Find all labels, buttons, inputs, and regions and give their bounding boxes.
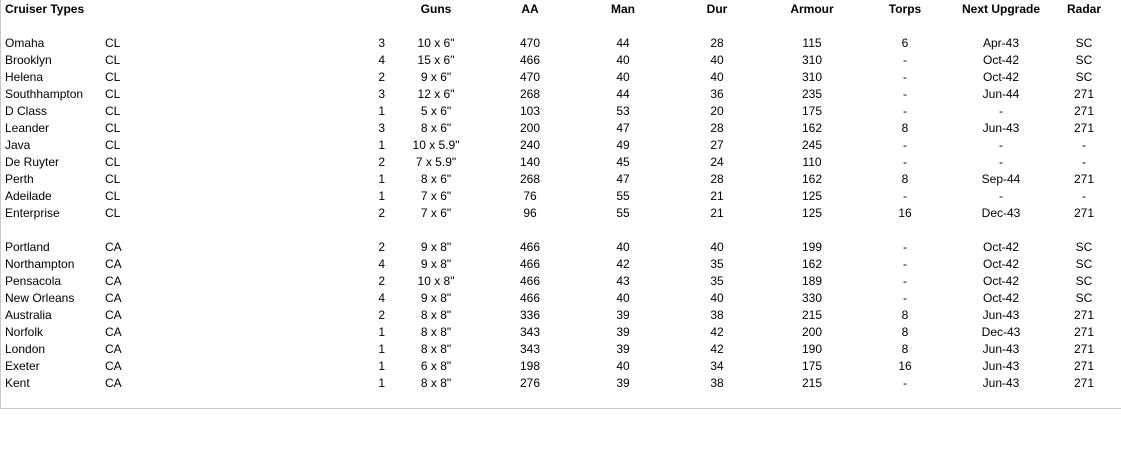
cell-torps: 8 (901, 308, 909, 322)
cell-man: 40 (616, 70, 630, 84)
col-header-next-upgrade: Next Upgrade (961, 2, 1041, 16)
cell-aa: 470 (519, 36, 541, 50)
cell-type: CL (105, 104, 121, 118)
table-row (1, 171, 1121, 188)
cell-type: CL (105, 70, 121, 84)
cell-armour: 245 (801, 138, 823, 152)
cell-dur: 28 (710, 121, 724, 135)
cell-man: 49 (616, 138, 630, 152)
cell-aa: 276 (519, 376, 541, 390)
cell-num: 2 (378, 240, 385, 254)
cell-armour: 330 (801, 291, 823, 305)
cell-type: CL (105, 155, 121, 169)
cell-radar: SC (1075, 53, 1093, 67)
cell-dur: 38 (710, 308, 724, 322)
cell-armour: 310 (801, 70, 823, 84)
cell-torps: - (903, 376, 907, 390)
cell-armour: 162 (801, 257, 823, 271)
cell-radar: 271 (1073, 359, 1095, 373)
table-row (1, 239, 1121, 256)
cell-guns: 9 x 8" (420, 257, 452, 271)
cell-radar: 271 (1073, 172, 1095, 186)
cell-dur: 20 (710, 104, 724, 118)
cell-type: CA (105, 274, 122, 288)
table-row (1, 205, 1121, 222)
cell-num: 1 (378, 138, 385, 152)
cell-name: Omaha (5, 36, 45, 50)
cell-name: Brooklyn (5, 53, 52, 67)
cell-upgrade: Oct-42 (982, 240, 1019, 254)
cell-radar: - (1082, 138, 1086, 152)
cell-man: 40 (616, 291, 630, 305)
cell-guns: 10 x 6" (417, 36, 455, 50)
cell-upgrade: Oct-42 (982, 291, 1019, 305)
cell-dur: 42 (710, 325, 724, 339)
cell-upgrade: Oct-42 (982, 274, 1019, 288)
cell-type: CA (105, 240, 122, 254)
cell-radar: 271 (1073, 87, 1095, 101)
cell-dur: 36 (710, 87, 724, 101)
cell-guns: 8 x 6" (420, 121, 452, 135)
cell-upgrade: Apr-43 (982, 36, 1020, 50)
cell-man: 44 (616, 36, 630, 50)
cell-type: CL (105, 121, 121, 135)
cell-torps: - (903, 87, 907, 101)
cell-dur: 24 (710, 155, 724, 169)
cell-name: Helena (5, 70, 44, 84)
table-row (1, 188, 1121, 205)
table-title: Cruiser Types (5, 2, 85, 16)
cell-dur: 28 (710, 36, 724, 50)
cell-guns: 8 x 6" (420, 172, 452, 186)
cell-upgrade: Oct-42 (982, 70, 1019, 84)
cell-radar: - (1082, 189, 1086, 203)
cell-guns: 10 x 5.9" (412, 138, 460, 152)
cell-dur: 21 (710, 206, 724, 220)
cell-name: London (5, 342, 46, 356)
cell-man: 53 (616, 104, 630, 118)
cell-aa: 466 (519, 53, 541, 67)
cell-torps: - (903, 189, 907, 203)
col-header-torps: Torps (888, 2, 922, 16)
cell-upgrade: - (999, 155, 1003, 169)
cell-upgrade: Jun-43 (982, 376, 1020, 390)
cell-man: 40 (616, 53, 630, 67)
cell-upgrade: Jun-44 (982, 87, 1020, 101)
cell-man: 39 (616, 376, 630, 390)
cell-aa: 343 (519, 325, 541, 339)
table-row (1, 324, 1121, 341)
cell-name: Norfolk (5, 325, 44, 339)
cell-upgrade: Jun-43 (982, 308, 1020, 322)
cell-name: Perth (5, 172, 34, 186)
cell-torps: - (903, 53, 907, 67)
cell-guns: 9 x 8" (420, 291, 452, 305)
cell-armour: 215 (801, 308, 823, 322)
cell-torps: 6 (901, 36, 909, 50)
cell-upgrade: Jun-43 (982, 342, 1020, 356)
table-row (1, 341, 1121, 358)
cell-torps: - (903, 155, 907, 169)
cell-num: 2 (378, 155, 385, 169)
cell-radar: SC (1075, 291, 1093, 305)
cell-guns: 5 x 6" (420, 104, 452, 118)
cell-upgrade: Sep-44 (981, 172, 1021, 186)
cell-name: Kent (5, 376, 30, 390)
cell-guns: 9 x 6" (420, 70, 452, 84)
cell-dur: 38 (710, 376, 724, 390)
cell-num: 1 (378, 104, 385, 118)
cell-aa: 198 (519, 359, 541, 373)
cell-upgrade: - (999, 138, 1003, 152)
table-row (1, 358, 1121, 375)
cell-aa: 466 (519, 240, 541, 254)
cell-num: 4 (378, 257, 385, 271)
table-row (1, 103, 1121, 120)
cell-armour: 235 (801, 87, 823, 101)
cell-armour: 215 (801, 376, 823, 390)
cell-dur: 21 (710, 189, 724, 203)
col-header-dur: Dur (706, 2, 728, 16)
cell-man: 47 (616, 172, 630, 186)
cell-name: Northampton (5, 257, 75, 271)
cell-aa: 336 (519, 308, 541, 322)
table-row (1, 307, 1121, 324)
cell-type: CA (105, 342, 122, 356)
cell-man: 42 (616, 257, 630, 271)
cell-radar: SC (1075, 70, 1093, 84)
col-header-armour: Armour (790, 2, 834, 16)
cell-aa: 466 (519, 274, 541, 288)
cell-aa: 200 (519, 121, 541, 135)
cell-man: 47 (616, 121, 630, 135)
cell-man: 39 (616, 342, 630, 356)
table-row (1, 375, 1121, 392)
cell-radar: 271 (1073, 325, 1095, 339)
cell-torps: 8 (901, 342, 909, 356)
cell-guns: 10 x 8" (417, 274, 455, 288)
cell-guns: 8 x 8" (420, 308, 452, 322)
cell-upgrade: Jun-43 (982, 359, 1020, 373)
cell-aa: 76 (523, 189, 537, 203)
cell-upgrade: Dec-43 (981, 325, 1021, 339)
cell-armour: 125 (801, 206, 823, 220)
cell-name: Australia (5, 308, 52, 322)
cell-man: 39 (616, 308, 630, 322)
cell-man: 43 (616, 274, 630, 288)
cell-upgrade: Jun-43 (982, 121, 1020, 135)
cell-num: 3 (378, 121, 385, 135)
cell-guns: 8 x 8" (420, 376, 452, 390)
table-row (1, 256, 1121, 273)
cell-type: CL (105, 206, 121, 220)
cell-name: Southhampton (5, 87, 84, 101)
cell-armour: 199 (801, 240, 823, 254)
cell-type: CL (105, 53, 121, 67)
cell-guns: 7 x 6" (420, 206, 452, 220)
cell-name: Java (5, 138, 31, 152)
cell-radar: 271 (1073, 376, 1095, 390)
cell-radar: SC (1075, 36, 1093, 50)
cell-torps: - (903, 240, 907, 254)
cell-armour: 200 (801, 325, 823, 339)
cell-torps: 16 (898, 359, 912, 373)
cell-type: CL (105, 189, 121, 203)
table-row (1, 52, 1121, 69)
cell-armour: 125 (801, 189, 823, 203)
cell-torps: 8 (901, 325, 909, 339)
cell-radar: SC (1075, 257, 1093, 271)
cell-aa: 96 (523, 206, 537, 220)
cell-type: CL (105, 87, 121, 101)
cell-type: CL (105, 36, 121, 50)
cell-type: CA (105, 257, 122, 271)
cell-type: CA (105, 308, 122, 322)
cell-torps: - (903, 70, 907, 84)
table-row (1, 137, 1121, 154)
cell-type: CA (105, 325, 122, 339)
cell-guns: 15 x 6" (417, 53, 455, 67)
cell-guns: 7 x 6" (420, 189, 452, 203)
table-row (1, 120, 1121, 137)
cell-name: De Ruyter (5, 155, 60, 169)
col-header-radar: Radar (1066, 2, 1101, 16)
cell-man: 40 (616, 359, 630, 373)
cell-guns: 7 x 5.9" (415, 155, 457, 169)
cell-num: 2 (378, 70, 385, 84)
cell-radar: 271 (1073, 308, 1095, 322)
cell-torps: - (903, 274, 907, 288)
cell-guns: 12 x 6" (417, 87, 455, 101)
cell-armour: 189 (801, 274, 823, 288)
cell-guns: 6 x 8" (420, 359, 452, 373)
cell-dur: 40 (710, 70, 724, 84)
cell-type: CA (105, 359, 122, 373)
cell-torps: 8 (901, 172, 909, 186)
cell-aa: 240 (519, 138, 541, 152)
col-header-guns: Guns (420, 2, 452, 16)
cell-radar: - (1082, 155, 1086, 169)
cell-name: Portland (5, 240, 50, 254)
cell-type: CA (105, 291, 122, 305)
cell-torps: - (903, 138, 907, 152)
cell-man: 39 (616, 325, 630, 339)
cell-guns: 8 x 8" (420, 342, 452, 356)
cell-torps: 16 (898, 206, 912, 220)
cell-name: D Class (5, 104, 48, 118)
cell-guns: 9 x 8" (420, 240, 452, 254)
cell-dur: 40 (710, 240, 724, 254)
cell-num: 1 (378, 342, 385, 356)
cell-upgrade: Oct-42 (982, 53, 1019, 67)
cell-num: 1 (378, 359, 385, 373)
cell-dur: 40 (710, 291, 724, 305)
cell-man: 44 (616, 87, 630, 101)
cell-dur: 27 (710, 138, 724, 152)
col-header-man: Man (611, 2, 635, 16)
cell-type: CL (105, 172, 121, 186)
cell-aa: 466 (519, 257, 541, 271)
cell-upgrade: Dec-43 (981, 206, 1021, 220)
cell-torps: - (903, 291, 907, 305)
cell-dur: 42 (710, 342, 724, 356)
cell-dur: 28 (710, 172, 724, 186)
cell-man: 45 (616, 155, 630, 169)
cell-name: Adeilade (5, 189, 52, 203)
cell-radar: 271 (1073, 121, 1095, 135)
table-row (1, 69, 1121, 86)
cell-num: 2 (378, 274, 385, 288)
cell-dur: 35 (710, 257, 724, 271)
header-row (1, 1, 1121, 18)
cell-man: 40 (616, 240, 630, 254)
cell-num: 1 (378, 189, 385, 203)
cell-man: 55 (616, 189, 630, 203)
cell-aa: 466 (519, 291, 541, 305)
cell-num: 1 (378, 376, 385, 390)
cell-aa: 140 (519, 155, 541, 169)
cell-upgrade: - (999, 189, 1003, 203)
cell-num: 2 (378, 206, 385, 220)
cell-num: 1 (378, 325, 385, 339)
cell-dur: 34 (710, 359, 724, 373)
cell-aa: 343 (519, 342, 541, 356)
cell-name: Enterprise (5, 206, 60, 220)
cell-aa: 268 (519, 87, 541, 101)
cell-name: Exeter (5, 359, 40, 373)
cell-radar: 271 (1073, 342, 1095, 356)
col-header-aa: AA (521, 2, 539, 16)
cell-upgrade: Oct-42 (982, 257, 1019, 271)
cell-num: 1 (378, 172, 385, 186)
cell-torps: - (903, 257, 907, 271)
cell-dur: 35 (710, 274, 724, 288)
table-row (1, 154, 1121, 171)
cell-aa: 103 (519, 104, 541, 118)
cell-armour: 310 (801, 53, 823, 67)
table-row (1, 86, 1121, 103)
cell-armour: 190 (801, 342, 823, 356)
cell-guns: 8 x 8" (420, 325, 452, 339)
cell-name: Leander (5, 121, 50, 135)
cell-name: Pensacola (5, 274, 62, 288)
cell-aa: 470 (519, 70, 541, 84)
table-row (1, 273, 1121, 290)
cell-radar: 271 (1073, 104, 1095, 118)
cell-radar: 271 (1073, 206, 1095, 220)
cell-dur: 40 (710, 53, 724, 67)
cell-armour: 162 (801, 121, 823, 135)
cell-man: 55 (616, 206, 630, 220)
cell-upgrade: - (999, 104, 1003, 118)
table-row (1, 35, 1121, 52)
cell-num: 4 (378, 53, 385, 67)
cell-type: CL (105, 138, 121, 152)
cell-armour: 162 (801, 172, 823, 186)
cell-armour: 115 (802, 36, 822, 50)
cell-armour: 175 (801, 359, 823, 373)
cell-num: 3 (378, 87, 385, 101)
cell-num: 3 (378, 36, 385, 50)
cell-aa: 268 (519, 172, 541, 186)
cell-armour: 110 (802, 155, 822, 169)
cell-torps: - (903, 104, 907, 118)
cell-num: 4 (378, 291, 385, 305)
cell-name: New Orleans (5, 291, 75, 305)
cell-armour: 175 (801, 104, 823, 118)
cell-radar: SC (1075, 274, 1093, 288)
cell-num: 2 (378, 308, 385, 322)
cell-type: CA (105, 376, 122, 390)
table-row (1, 290, 1121, 307)
cell-torps: 8 (901, 121, 909, 135)
cell-radar: SC (1075, 240, 1093, 254)
